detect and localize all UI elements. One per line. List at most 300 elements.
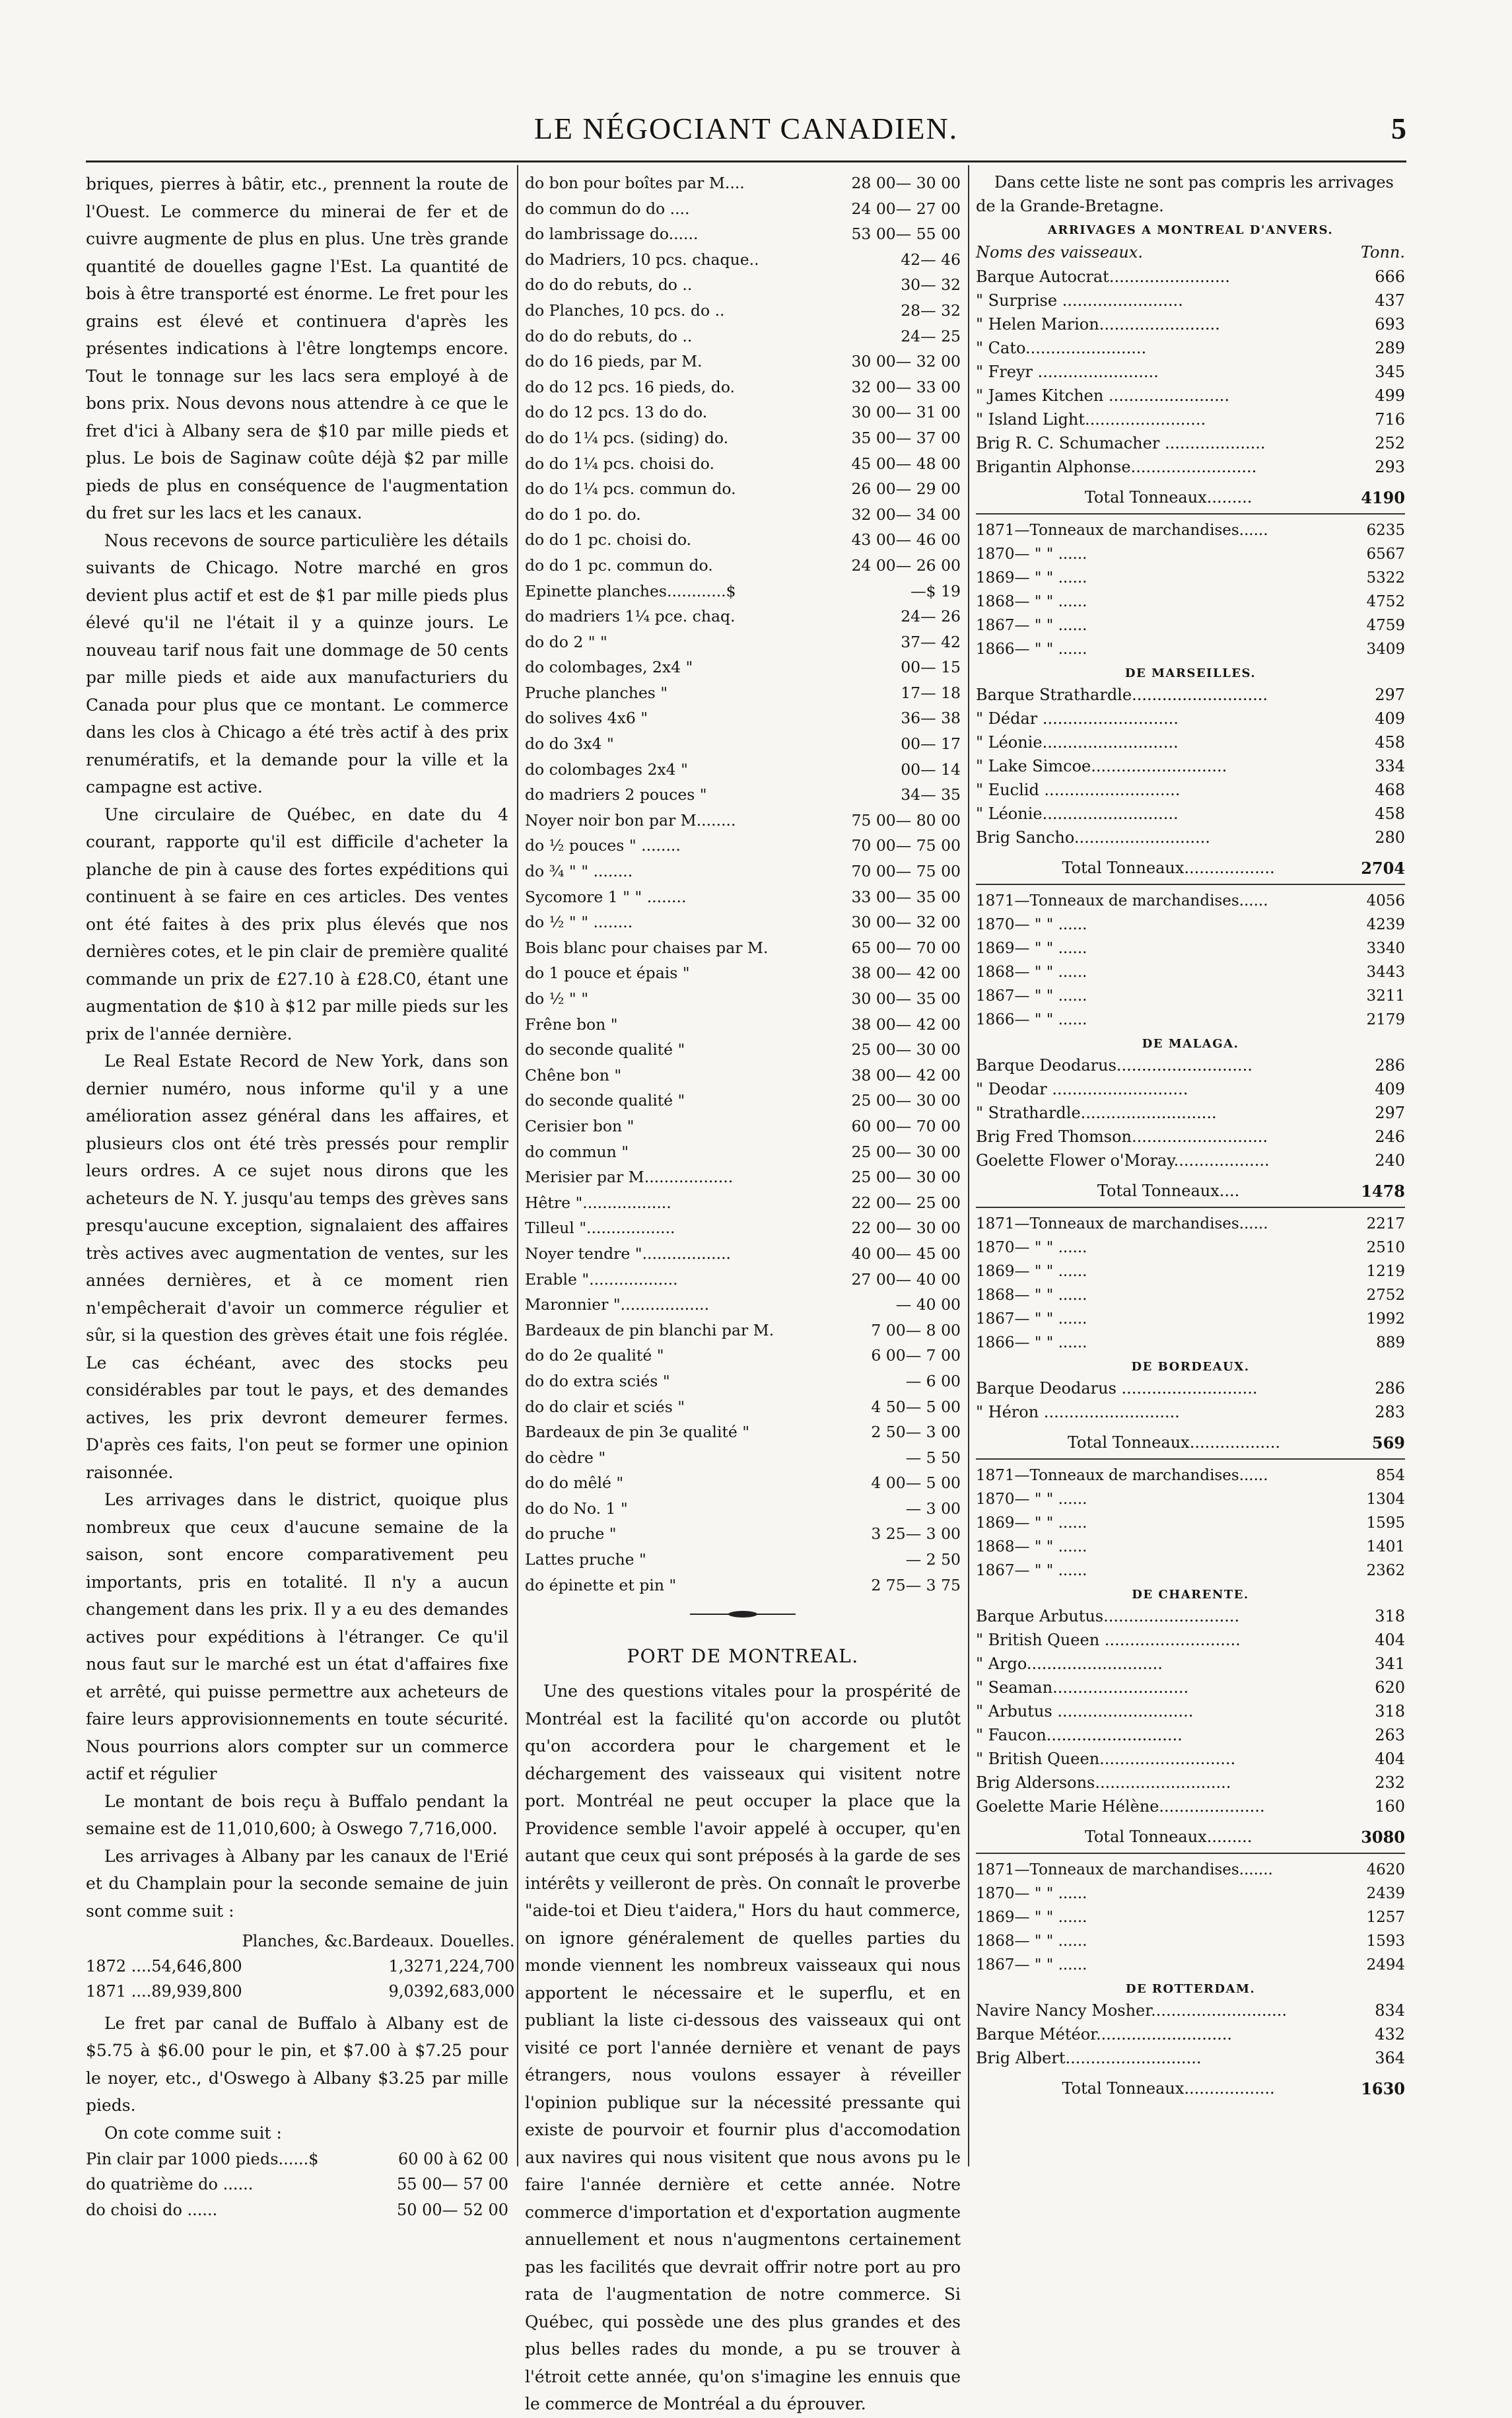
ship-body: [976, 683, 1405, 849]
albany-row: [86, 1954, 514, 1979]
row-label: do seconde qualité ": [525, 1091, 685, 1110]
row-value: 4759: [1366, 617, 1405, 635]
row-label: 1869— " " ......: [976, 1514, 1087, 1532]
ship-row: [976, 1771, 1405, 1795]
ornament-divider: [690, 1610, 796, 1619]
section-malaga: [976, 1037, 1405, 1355]
row-value: 854: [1376, 1467, 1405, 1485]
total-label: Total Tonneaux..................: [1067, 1433, 1281, 1452]
section-rule: [976, 1458, 1405, 1460]
row-value: 297: [1375, 1104, 1405, 1123]
year-row: [976, 1008, 1405, 1032]
section-rule: [976, 884, 1405, 885]
albany-header: Douelles.: [440, 1932, 515, 1950]
ship-row: [976, 265, 1405, 289]
row-label: 1870— " " ......: [976, 916, 1087, 934]
row-value: 43 00— 46 00: [851, 530, 961, 550]
row-label: Brig Sancho...........................: [976, 828, 1210, 847]
price-row: [525, 196, 961, 222]
year-row: [976, 1953, 1405, 1977]
price-row: [525, 170, 961, 196]
section-heading: DE MARSEILLES.: [1124, 666, 1256, 681]
row-value: 2179: [1366, 1011, 1405, 1029]
row-label: do Madriers, 10 pcs. chaque..: [525, 250, 759, 269]
row-label: Tilleul "..................: [525, 1219, 675, 1238]
row-value: 3 25— 3 00: [871, 1524, 961, 1544]
row-value: 1257: [1366, 1909, 1405, 1927]
row-value: 499: [1375, 386, 1405, 406]
cote-table: [86, 2147, 508, 2222]
row-label: do do 12 pcs. 13 do do.: [525, 403, 708, 422]
yearly-body: [976, 1858, 1405, 1977]
row-label: 1868— " " ......: [976, 1287, 1087, 1304]
row-value: 30 00— 31 00: [851, 403, 961, 422]
row-label: do do do rebuts, do ..: [525, 275, 693, 295]
row-value: 232: [1375, 1773, 1405, 1793]
row-value: 17— 18: [901, 683, 961, 702]
price-row: [525, 960, 961, 986]
ship-row: [976, 431, 1405, 455]
ship-row: [976, 683, 1405, 707]
row-label: Brig R. C. Schumacher ....................: [976, 434, 1266, 453]
year-row: [976, 1212, 1405, 1236]
albany-cell: 1,224,700: [434, 1957, 515, 1976]
price-row: [525, 1190, 961, 1216]
row-value: 246: [1375, 1127, 1405, 1147]
price-row: [525, 1343, 961, 1369]
price-row: [525, 527, 961, 553]
row-label: Bois blanc pour chaises par M.: [525, 938, 769, 957]
row-value: 22 00— 25 00: [851, 1193, 961, 1212]
article-paragraph: Nous recevons de source particulière les détails suivants de Chicago. Notre marché en gros devient plus actif et est de $1 par mille pieds plus élevé qu'il ne l'était il y a quinze jours. Le nouveau tarif nous fait une dommage de 50 cents par mille pieds et aide aux manufacturiers du Canada pour plus que ce montant. Le commerce dans les clos à Chicago a été très actif à des prix renumératifs, et la demande pour la ville et la campagne est active.: [86, 530, 508, 797]
ship-row: [976, 1795, 1405, 1818]
row-label: Navire Nancy Mosher...........................: [976, 2001, 1288, 2020]
price-row: [525, 705, 961, 731]
section-marseilles: [976, 666, 1405, 1032]
section-rule: [976, 1207, 1405, 1208]
ship-row: [976, 1999, 1405, 2022]
ship-table: [976, 1604, 1405, 1818]
total-label: Total Tonneaux.........: [1084, 488, 1253, 507]
row-label: Epinette planches............$: [525, 581, 736, 600]
year-row: [976, 1882, 1405, 1905]
year-row: [976, 1260, 1405, 1283]
row-label: do ¾ " " ........: [525, 862, 633, 881]
row-label: do colombages, 2x4 ": [525, 658, 693, 677]
row-label: Brig Fred Thomson...........................: [976, 1127, 1268, 1147]
row-label: do do mêlé ": [525, 1474, 624, 1493]
row-label: " Léonie...........................: [976, 733, 1179, 752]
row-label: 1867— " " ......: [976, 987, 1087, 1005]
price-row: [525, 1267, 961, 1293]
ship-row: [976, 1747, 1405, 1771]
row-label: do do 2e qualité ": [525, 1346, 664, 1365]
price-row: [525, 324, 961, 349]
row-value: 2494: [1366, 1956, 1405, 1974]
row-value: 7 00— 8 00: [871, 1320, 961, 1339]
row-value: 24— 26: [901, 607, 961, 626]
year-row: [976, 590, 1405, 614]
row-value: 364: [1375, 2049, 1405, 2068]
row-label: " Island Light........................: [976, 410, 1206, 429]
row-label: 1871—Tonneaux de marchandises......: [976, 892, 1268, 910]
row-label: " Faucon...........................: [976, 1726, 1183, 1745]
row-value: 666: [1375, 267, 1405, 287]
price-row: [525, 553, 961, 579]
row-label: do do 2 " ": [525, 632, 607, 651]
section-rule: [976, 1853, 1405, 1854]
row-label: do do 1¼ pcs. commun do.: [525, 480, 736, 499]
year-row: [976, 1283, 1405, 1307]
row-value: 283: [1375, 1403, 1405, 1422]
year-row: [976, 1858, 1405, 1882]
total-line: [976, 1828, 1405, 1846]
ship-row: [976, 1604, 1405, 1628]
header-rule: [86, 160, 1406, 162]
row-value: 33 00— 35 00: [851, 887, 961, 906]
article-paragraph: Les arrivages dans le district, quoique plus nombreux que ceux d'aucune semaine de la saison, sont encore comparativement peu importants, pris en totalité. Il n'y a aucun changement dans les prix. Il y a eu des demandes actives pour expéditions à l'étranger. Ce qu'il nous faut sur le marché est un état d'affaires fixe et arrêté, qui puisse permettre aux acheteurs de faire leurs approvisionnements en toute sécurité. Nous pourrions alors compter sur un commerce actif et régulier: [86, 1490, 508, 1783]
row-label: do cèdre ": [525, 1448, 606, 1467]
year-row: [976, 1535, 1405, 1559]
total-line: [976, 1433, 1405, 1452]
year-row: [976, 1905, 1405, 1929]
section-heading: DE ROTTERDAM.: [1125, 1982, 1256, 1997]
price-row: [525, 731, 961, 757]
row-label: Brigantin Alphonse.........................: [976, 458, 1257, 477]
row-value: 160: [1375, 1797, 1405, 1816]
price-row: [525, 1496, 961, 1522]
row-value: 620: [1375, 1678, 1405, 1697]
row-label: 1869— " " ......: [976, 569, 1087, 587]
row-value: 24 00— 27 00: [851, 199, 961, 218]
year-row: [976, 1511, 1405, 1535]
section-heading: DE CHARENTE.: [1132, 1588, 1249, 1602]
row-value: 1219: [1366, 1263, 1405, 1281]
price-row: [525, 1521, 961, 1547]
row-label: do ½ " " ........: [525, 913, 633, 932]
row-value: 293: [1375, 458, 1405, 477]
row-value: 32 00— 33 00: [851, 377, 961, 396]
column-headings: [976, 240, 1405, 265]
row-label: do choisi do ......: [86, 2200, 218, 2219]
row-value: 458: [1375, 733, 1405, 752]
price-row: [525, 909, 961, 935]
section-heading: DE MALAGA.: [1142, 1037, 1239, 1051]
section-charente: [976, 1588, 1405, 1977]
row-value: 3211: [1366, 987, 1405, 1005]
row-label: " Argo...........................: [976, 1654, 1163, 1674]
price-row: [525, 298, 961, 324]
row-value: 2 50— 3 00: [871, 1423, 961, 1442]
ship-row: [976, 2046, 1405, 2070]
row-value: 318: [1375, 1607, 1405, 1626]
row-value: 25 00— 30 00: [851, 1040, 961, 1059]
row-label: do solives 4x6 ": [525, 709, 648, 728]
price-row: [525, 1164, 961, 1190]
total-line: [976, 1182, 1405, 1200]
total-value: 569: [1371, 1433, 1405, 1453]
albany-cell: 2,683,000: [434, 1982, 515, 2001]
total-label: Total Tonneaux..................: [1062, 2079, 1275, 2098]
price-row: [525, 1318, 961, 1343]
ship-body: [976, 1604, 1405, 1818]
row-label: Barque Météor...........................: [976, 2025, 1232, 2044]
total-value: 2704: [1361, 859, 1405, 878]
total-label: Total Tonneaux.........: [1084, 1828, 1253, 1847]
year-row: [976, 1559, 1405, 1582]
total-line: [976, 859, 1405, 877]
ship-body: [976, 265, 1405, 479]
row-label: Bardeaux de pin blanchi par M.: [525, 1320, 774, 1339]
albany-table: [86, 1929, 514, 2005]
price-row: [525, 1215, 961, 1241]
row-value: —$ 19: [911, 581, 961, 600]
row-label: do do extra sciés ": [525, 1371, 670, 1390]
row-value: 4 00— 5 00: [871, 1474, 961, 1493]
ship-row: [976, 1077, 1405, 1101]
row-label: Barque Deodarus ...........................: [976, 1379, 1258, 1398]
row-label: 1868— " " ......: [976, 1538, 1087, 1556]
total-label: Total Tonneaux..................: [1062, 859, 1275, 878]
row-value: 280: [1375, 828, 1405, 847]
yearly-table: [976, 889, 1405, 1032]
row-label: " Arbutus ...........................: [976, 1702, 1194, 1721]
row-value: — 40 00: [895, 1295, 961, 1314]
row-label: do ½ " ": [525, 989, 588, 1008]
row-value: 35 00— 37 00: [851, 428, 961, 447]
row-label: Merisier par M..................: [525, 1168, 734, 1187]
row-label: Pin clair par 1000 pieds......$: [86, 2150, 319, 2169]
ship-row: [976, 360, 1405, 384]
row-value: 297: [1375, 686, 1405, 705]
row-value: 60 00— 70 00: [851, 1116, 961, 1135]
row-label: Frêne bon ": [525, 1014, 618, 1034]
row-value: 27 00— 40 00: [851, 1269, 961, 1289]
row-value: 289: [1375, 339, 1405, 358]
row-value: 5322: [1366, 569, 1405, 587]
price-row: [525, 808, 961, 834]
price-row: [525, 1241, 961, 1267]
price-row: [525, 400, 961, 425]
year-row: [976, 1929, 1405, 1953]
price-row: [525, 374, 961, 400]
column-1: [86, 170, 515, 2219]
price-row: [525, 680, 961, 706]
ship-row: [976, 384, 1405, 408]
article-paragraph: briques, pierres à bâtir, etc., prennent la route de l'Ouest. Le commerce du minerai de fer et de cuivre augmente de plus en plus. Une très grande quantité de douelles gagne l'Est. La quantité de bois à être transporté est énorme. Le fret pour les grains est élevé et continuera d'après les présentes indications à l'être longtemps encore. Tout le tonnage sur les lacs sera employé à de bons prix. Nous devons nous attendre à ce que le fret d'ici à Albany sera de $10 par mille pieds et plus. Le bois de Saginaw coûte déjà $2 par mille pieds de plus en conséquence de l'augmentation du fret sur les lacs et les canaux.: [86, 174, 508, 522]
row-label: do 1 pouce et épais ": [525, 964, 690, 983]
row-value: 75 00— 80 00: [851, 810, 961, 830]
ship-row: [976, 802, 1405, 826]
ship-row: [976, 455, 1405, 479]
row-value: 889: [1376, 1334, 1405, 1352]
total-value: 4190: [1361, 488, 1405, 508]
row-value: 240: [1375, 1151, 1405, 1170]
price-row: [525, 629, 961, 655]
year-row: [976, 566, 1405, 590]
albany-cell: 1871 ....89,939,800: [86, 1982, 242, 2001]
row-label: Bardeaux de pin 3e qualité ": [525, 1423, 750, 1442]
row-label: do lambrissage do......: [525, 225, 699, 244]
row-label: 1869— " " ......: [976, 1263, 1087, 1281]
row-label: do do No. 1 ": [525, 1499, 628, 1518]
row-value: 24— 25: [901, 326, 961, 345]
row-value: 2752: [1366, 1287, 1405, 1304]
row-value: 2439: [1366, 1885, 1405, 1903]
row-label: " Helen Marion........................: [976, 315, 1220, 334]
row-label: Hêtre "..................: [525, 1193, 671, 1212]
row-value: 1595: [1366, 1514, 1405, 1532]
ship-row: [976, 778, 1405, 802]
yearly-body: [976, 1212, 1405, 1355]
row-value: 30— 32: [901, 275, 961, 295]
row-value: 404: [1375, 1750, 1405, 1769]
row-label: " Dédar ...........................: [976, 709, 1179, 729]
ship-row: [976, 826, 1405, 849]
port-paragraph: Une des questions vitales pour la prospérité de Montréal est la facilité qu'on accorde ou plutôt qu'on accordera pour le chargement et le déchargement des vaisseaux qui visitent notre port. Montréal ne peut occuper la place que la Providence semble l'avoir appelé à occuper, qu'en autant que ceux qui sont préposés à la garde de ses intérêts y veilleront de près. On connaît le proverbe "aide-toi et Dieu t'aidera," Hors du haut commerce, on ignore généralement de quelles parties du monde viennent les nombreux vaisseaux qui nous apportent le nécessaire et le superflu, et en publiant la liste ci-dessous des vaisseaux qui ont visité ce port l'année dernière et venant de pays étrangers, nous voulons essayer à réveiller l'opinion publique sur la nécessité pressante qui existe de pourvoir et fournir plus d'accomodation aux navires qui nous visitent que nous avons pu le faire l'année dernière et cette année. Notre commerce d'importation et d'exportation augmente annuellement et nous n'augmentons certainement pas les facilités que devrait offrir notre port au pro rata de l'augmentation de notre commerce. Si Québec, qui possède une des plus grandes et des plus belles rades du monde, a pu se trouver à l'étroit cette année, qu'on s'imagine les ennuis que le commerce de Montréal a du éprouver.: [525, 1682, 961, 2414]
row-label: Brig Albert...........................: [976, 2049, 1202, 2068]
row-label: 1867— " " ......: [976, 617, 1087, 635]
price-row: [525, 1573, 961, 1598]
row-value: 38 00— 42 00: [851, 1014, 961, 1034]
article-paragraph: Le Real Estate Record de New York, dans son dernier numéro, nous informe qu'il y a une amélioration assez général dans les affaires, et plusieurs clos ont été très pressés pour remplir leurs ordres. A ce sujet nous dirons que les acheteurs de N. Y. jusqu'au temps des grèves sans presqu'aucune exception, signalaient des affaires très actives avec augmentation de ventes, sur les années dernières, et à ce moment rien n'empêcherait d'avoir un commerce régulier et sûr, si la question des grèves était une fois réglée. Le cas échéant, avec des stocks peu considérables par tout le pays, et des demandes actives, les prix devront demeurer fermes. D'après ces faits, l'on peut se former une opinion raisonnée.: [86, 1051, 508, 1482]
albany-cell: [242, 1954, 353, 1979]
row-value: 00— 14: [901, 760, 961, 779]
row-label: Lattes pruche ": [525, 1550, 646, 1569]
article-paragraph: Le montant de bois reçu à Buffalo pendant la semaine est de 11,010,600; à Oswego 7,716,000.: [86, 1791, 508, 1838]
price-row: [525, 1063, 961, 1088]
row-label: 1867— " " ......: [976, 1310, 1087, 1328]
price-row: [525, 782, 961, 808]
row-label: do do clair et sciés ": [525, 1397, 685, 1416]
price-row: [525, 1037, 961, 1063]
row-value: 70 00— 75 00: [851, 862, 961, 881]
row-label: do commun do do ....: [525, 199, 690, 218]
albany-cell: 1,327: [388, 1957, 434, 1976]
row-label: " Cato........................: [976, 339, 1147, 358]
column-divider: [517, 165, 518, 2166]
row-value: — 3 00: [905, 1499, 961, 1518]
row-value: 318: [1375, 1702, 1405, 1721]
row-label: Noyer tendre "..................: [525, 1244, 732, 1263]
row-label: " Seaman...........................: [976, 1678, 1189, 1697]
price-row: [525, 1394, 961, 1420]
price-row: [525, 1419, 961, 1445]
arrivals-intro: Dans cette liste ne sont pas compris les arrivages de la Grande-Bretagne.: [976, 173, 1394, 215]
row-value: 286: [1375, 1379, 1405, 1398]
row-label: do pruche ": [525, 1524, 617, 1544]
row-value: 25 00— 30 00: [851, 1168, 961, 1187]
row-value: 24 00— 26 00: [851, 555, 961, 575]
row-label: Barque Deodarus...........................: [976, 1056, 1253, 1075]
ship-row: [976, 1376, 1405, 1400]
row-value: 70 00— 75 00: [851, 836, 961, 855]
row-value: 6567: [1366, 546, 1405, 563]
row-label: do do 16 pieds, par M.: [525, 352, 703, 371]
row-value: 834: [1375, 2001, 1405, 2020]
price-row: [525, 1012, 961, 1038]
price-row: [525, 604, 961, 629]
year-row: [976, 937, 1405, 960]
row-label: " British Queen ...........................: [976, 1631, 1241, 1650]
row-value: 45 00— 48 00: [851, 454, 961, 473]
price-row: [525, 1088, 961, 1114]
ship-row: [976, 754, 1405, 778]
ship-row: [976, 1149, 1405, 1172]
row-label: " Deodar ...........................: [976, 1080, 1188, 1099]
row-label: do do 1¼ pcs. (siding) do.: [525, 428, 729, 447]
year-row: [976, 1464, 1405, 1487]
year-row: [976, 542, 1405, 566]
row-label: 1870— " " ......: [976, 546, 1087, 563]
price-row: [525, 833, 961, 859]
row-label: Barque Strathardle...........................: [976, 686, 1268, 705]
row-value: 60 00 à 62 00: [398, 2150, 508, 2169]
row-value: 4056: [1366, 892, 1405, 910]
row-label: 1866— " " ......: [976, 1334, 1087, 1352]
row-value: 263: [1375, 1726, 1405, 1745]
row-label: 1868— " " ......: [976, 593, 1087, 611]
row-label: " Euclid ...........................: [976, 781, 1181, 800]
price-row: [525, 757, 961, 783]
price-row: [525, 1547, 961, 1573]
article-paragraph: Les arrivages à Albany par les canaux de l'Erié et du Champlain pour la seconde semaine de juin sont comme suit :: [86, 1846, 508, 1921]
column-divider: [968, 165, 969, 2166]
row-label: Barque Autocrat........................: [976, 267, 1230, 287]
row-label: Sycomore 1 " " ........: [525, 887, 687, 906]
row-value: 42— 46: [901, 250, 961, 269]
total-line: [976, 488, 1405, 507]
row-value: 6 00— 7 00: [871, 1346, 961, 1365]
year-row: [976, 614, 1405, 637]
row-label: 1871—Tonneaux de marchandises......: [976, 1215, 1268, 1233]
row-value: 50 00— 52 00: [396, 2200, 508, 2219]
column-2: [525, 170, 961, 2418]
row-value: 34— 35: [901, 785, 961, 804]
row-value: 22 00— 30 00: [851, 1219, 961, 1238]
row-label: " Strathardle...........................: [976, 1104, 1217, 1123]
row-label: " James Kitchen ........................: [976, 386, 1230, 406]
row-label: " Lake Simcoe...........................: [976, 757, 1227, 776]
row-value: 40 00— 45 00: [851, 1244, 961, 1263]
row-value: — 5 50: [905, 1448, 961, 1467]
row-label: do do 3x4 ": [525, 734, 614, 754]
row-label: 1866— " " ......: [976, 1011, 1087, 1029]
row-label: " Léonie...........................: [976, 804, 1179, 824]
row-label: do do 1 po. do.: [525, 505, 641, 524]
row-value: 2 75— 3 75: [871, 1575, 961, 1594]
arrivals-sections: [976, 223, 1405, 2098]
total-value: 3080: [1361, 1828, 1405, 1847]
newspaper-title: LE NÉGOCIANT CANADIEN.: [533, 112, 959, 145]
row-label: do ½ pouces " ........: [525, 836, 681, 855]
row-value: — 2 50: [905, 1550, 961, 1569]
ship-row: [976, 1652, 1405, 1676]
row-value: 00— 17: [901, 734, 961, 754]
ship-row: [976, 1125, 1405, 1149]
yearly-table: [976, 1464, 1405, 1582]
ship-row: [976, 1628, 1405, 1652]
ship-body: [976, 1053, 1405, 1172]
section-heading: ARRIVAGES A MONTREAL D'ANVERS.: [1047, 223, 1334, 237]
cote-row: [86, 2147, 508, 2172]
ship-row: [976, 408, 1405, 431]
row-label: do madriers 2 pouces ": [525, 785, 707, 804]
row-value: 341: [1375, 1654, 1405, 1674]
albany-cell: 1872 ....54,646,800: [86, 1957, 242, 1976]
row-value: 1992: [1366, 1310, 1405, 1328]
row-label: Noyer noir bon par M........: [525, 810, 736, 830]
